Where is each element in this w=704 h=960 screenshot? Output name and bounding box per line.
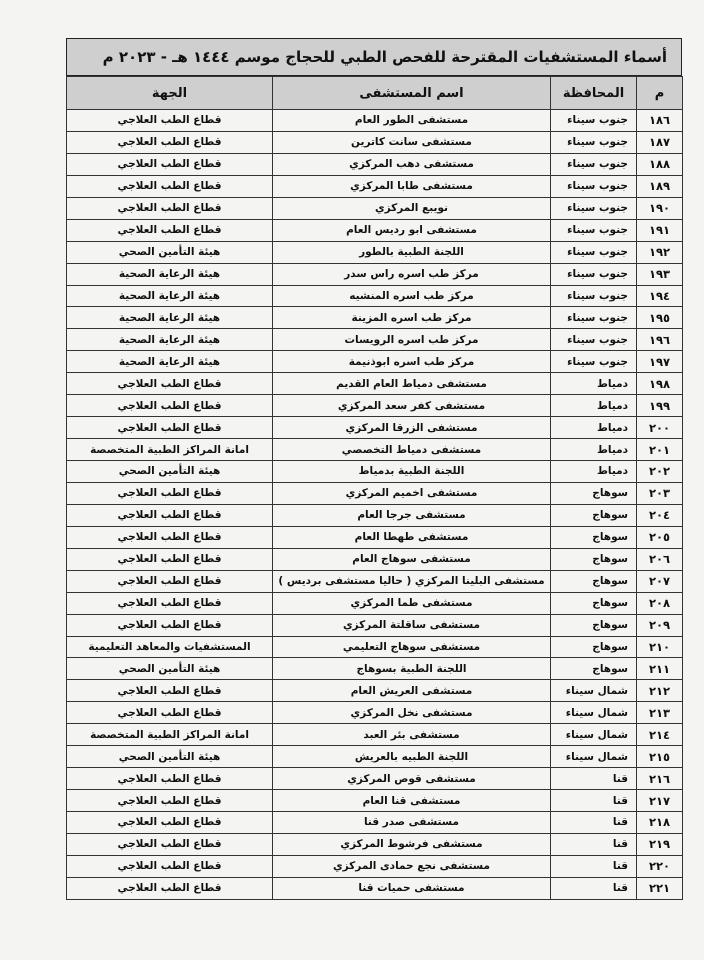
authority-cell: قطاع الطب العلاجي [67, 482, 273, 504]
table-row [67, 724, 683, 746]
authority-cell: هيئة التأمين الصحي [67, 746, 273, 768]
hospital-name-cell: مستشفى نخل المركزي [273, 702, 551, 724]
authority-cell: قطاع الطب العلاجي [67, 197, 273, 219]
authority-cell: قطاع الطب العلاجي [67, 702, 273, 724]
table-row [67, 812, 683, 834]
row-number: ١٩٦ [637, 329, 683, 351]
authority-cell: قطاع الطب العلاجي [67, 680, 273, 702]
table-row [67, 439, 683, 461]
governorate-cell: شمال سيناء [551, 680, 637, 702]
authority-cell: قطاع الطب العلاجي [67, 219, 273, 241]
header-hospital: اسم المستشفى [273, 77, 551, 110]
row-number: ٢٠٢ [637, 461, 683, 483]
governorate-cell: سوهاج [551, 570, 637, 592]
authority-cell: قطاع الطب العلاجي [67, 614, 273, 636]
governorate-cell: دمياط [551, 373, 637, 395]
governorate-cell: جنوب سيناء [551, 285, 637, 307]
table-row [67, 482, 683, 504]
table-row [67, 110, 683, 132]
governorate-cell: سوهاج [551, 658, 637, 680]
table-row [67, 768, 683, 790]
hospital-name-cell: مستشفى قوص المركزي [273, 768, 551, 790]
governorate-cell: سوهاج [551, 636, 637, 658]
table-row [67, 219, 683, 241]
governorate-cell: قنا [551, 790, 637, 812]
table-row [67, 373, 683, 395]
hospital-name-cell: مستشفى سوهاج التعليمي [273, 636, 551, 658]
table-row [67, 263, 683, 285]
table-row [67, 329, 683, 351]
hospital-name-cell: مستشفى ابو رديس العام [273, 219, 551, 241]
governorate-cell: دمياط [551, 395, 637, 417]
table-row [67, 504, 683, 526]
hospital-name-cell: مستشفى فرشوط المركزي [273, 833, 551, 855]
table-row [67, 526, 683, 548]
governorate-cell: جنوب سيناء [551, 241, 637, 263]
hospital-name-cell: نويبع المركزي [273, 197, 551, 219]
row-number: ٢٠٦ [637, 548, 683, 570]
hospital-name-cell: مستشفى صدر قنا [273, 812, 551, 834]
row-number: ١٩١ [637, 219, 683, 241]
authority-cell: قطاع الطب العلاجي [67, 548, 273, 570]
hospital-name-cell: اللجنة الطبية بسوهاج [273, 658, 551, 680]
row-number: ١٨٧ [637, 131, 683, 153]
row-number: ١٩٠ [637, 197, 683, 219]
table-row [67, 395, 683, 417]
row-number: ٢١٤ [637, 724, 683, 746]
authority-cell: قطاع الطب العلاجي [67, 395, 273, 417]
governorate-cell: قنا [551, 768, 637, 790]
hospital-name-cell: مركز طب اسره المنشيه [273, 285, 551, 307]
row-number: ١٨٨ [637, 153, 683, 175]
authority-cell: قطاع الطب العلاجي [67, 373, 273, 395]
row-number: ١٩٥ [637, 307, 683, 329]
table-row [67, 855, 683, 877]
row-number: ١٩٩ [637, 395, 683, 417]
table-row [67, 592, 683, 614]
governorate-cell: سوهاج [551, 526, 637, 548]
table-row [67, 153, 683, 175]
hospital-name-cell: مستشفى حميات قنا [273, 877, 551, 899]
table-row [67, 570, 683, 592]
authority-cell: هيئة الرعاية الصحية [67, 351, 273, 373]
hospital-name-cell: مستشفى قنا العام [273, 790, 551, 812]
hospital-name-cell: مستشفى الزرقا المركزي [273, 417, 551, 439]
row-number: ٢٠٥ [637, 526, 683, 548]
hospital-name-cell: مستشفى العريش العام [273, 680, 551, 702]
row-number: ٢٠٣ [637, 482, 683, 504]
governorate-cell: قنا [551, 855, 637, 877]
header-num: م [637, 77, 683, 110]
row-number: ٢٢٠ [637, 855, 683, 877]
table-row [67, 746, 683, 768]
row-number: ٢١٨ [637, 812, 683, 834]
hospital-name-cell: مستشفى كفر سعد المركزي [273, 395, 551, 417]
authority-cell: قطاع الطب العلاجي [67, 768, 273, 790]
authority-cell: قطاع الطب العلاجي [67, 790, 273, 812]
governorate-cell: دمياط [551, 417, 637, 439]
row-number: ١٨٦ [637, 110, 683, 132]
hospital-name-cell: مستشفى البلينا المركزي ( حاليا مستشفى برديس ) [273, 570, 551, 592]
row-number: ٢١٧ [637, 790, 683, 812]
table-row [67, 548, 683, 570]
governorate-cell: قنا [551, 812, 637, 834]
row-number: ٢١١ [637, 658, 683, 680]
row-number: ٢١٢ [637, 680, 683, 702]
authority-cell: هيئة الرعاية الصحية [67, 329, 273, 351]
table-row [67, 702, 683, 724]
governorate-cell: جنوب سيناء [551, 175, 637, 197]
governorate-cell: دمياط [551, 439, 637, 461]
table-row [67, 790, 683, 812]
governorate-cell: جنوب سيناء [551, 110, 637, 132]
table-row [67, 658, 683, 680]
table-row [67, 461, 683, 483]
table-row [67, 877, 683, 899]
governorate-cell: دمياط [551, 461, 637, 483]
hospital-name-cell: مستشفى طهطا العام [273, 526, 551, 548]
authority-cell: قطاع الطب العلاجي [67, 504, 273, 526]
governorate-cell: قنا [551, 833, 637, 855]
row-number: ٢٠٠ [637, 417, 683, 439]
row-number: ١٩٢ [637, 241, 683, 263]
table-row [67, 197, 683, 219]
hospital-name-cell: مستشفى نجع حمادى المركزي [273, 855, 551, 877]
governorate-cell: جنوب سيناء [551, 351, 637, 373]
governorate-cell: جنوب سيناء [551, 153, 637, 175]
authority-cell: قطاع الطب العلاجي [67, 110, 273, 132]
authority-cell: هيئة الرعاية الصحية [67, 285, 273, 307]
governorate-cell: شمال سيناء [551, 702, 637, 724]
table-row [67, 131, 683, 153]
authority-cell: قطاع الطب العلاجي [67, 153, 273, 175]
governorate-cell: سوهاج [551, 482, 637, 504]
hospital-name-cell: مستشفى اخميم المركزي [273, 482, 551, 504]
authority-cell: هيئة التأمين الصحي [67, 658, 273, 680]
hospital-name-cell: مستشفى دمياط التخصصي [273, 439, 551, 461]
governorate-cell: جنوب سيناء [551, 329, 637, 351]
hospital-name-cell: مستشفى الطور العام [273, 110, 551, 132]
authority-cell: قطاع الطب العلاجي [67, 131, 273, 153]
governorate-cell: سوهاج [551, 548, 637, 570]
governorate-cell: سوهاج [551, 592, 637, 614]
table-row [67, 307, 683, 329]
row-number: ١٩٧ [637, 351, 683, 373]
hospital-name-cell: مستشفى دمياط العام القديم [273, 373, 551, 395]
governorate-cell: قنا [551, 877, 637, 899]
table-header-row [67, 77, 683, 110]
authority-cell: قطاع الطب العلاجي [67, 855, 273, 877]
authority-cell: قطاع الطب العلاجي [67, 592, 273, 614]
table-row [67, 417, 683, 439]
authority-cell: قطاع الطب العلاجي [67, 175, 273, 197]
table-row [67, 351, 683, 373]
row-number: ٢١٩ [637, 833, 683, 855]
hospitals-table [66, 76, 683, 900]
row-number: ١٩٣ [637, 263, 683, 285]
table-row [67, 636, 683, 658]
authority-cell: المستشفيات والمعاهد التعليمية [67, 636, 273, 658]
table-row [67, 175, 683, 197]
hospital-name-cell: مركز طب اسره راس سدر [273, 263, 551, 285]
governorate-cell: جنوب سيناء [551, 131, 637, 153]
row-number: ٢٠٤ [637, 504, 683, 526]
table-row [67, 285, 683, 307]
hospital-name-cell: مستشفى جرجا العام [273, 504, 551, 526]
governorate-cell: جنوب سيناء [551, 197, 637, 219]
hospitals-sheet [66, 38, 682, 900]
authority-cell: امانة المراكز الطبية المتخصصة [67, 724, 273, 746]
authority-cell: قطاع الطب العلاجي [67, 877, 273, 899]
row-number: ٢١٥ [637, 746, 683, 768]
table-row [67, 680, 683, 702]
authority-cell: امانة المراكز الطبية المتخصصة [67, 439, 273, 461]
hospital-name-cell: مستشفى طما المركزي [273, 592, 551, 614]
authority-cell: قطاع الطب العلاجي [67, 833, 273, 855]
authority-cell: هيئة الرعاية الصحية [67, 263, 273, 285]
row-number: ٢١٦ [637, 768, 683, 790]
table-row [67, 241, 683, 263]
table-row [67, 833, 683, 855]
governorate-cell: شمال سيناء [551, 724, 637, 746]
governorate-cell: شمال سيناء [551, 746, 637, 768]
hospital-name-cell: مركز طب اسره الرويسات [273, 329, 551, 351]
table-row [67, 614, 683, 636]
governorate-cell: سوهاج [551, 504, 637, 526]
hospital-name-cell: اللجنة الطبية بالطور [273, 241, 551, 263]
hospital-name-cell: مستشفى طابا المركزي [273, 175, 551, 197]
governorate-cell: جنوب سيناء [551, 307, 637, 329]
hospital-name-cell: مركز طب اسره ابوذنيمة [273, 351, 551, 373]
hospital-name-cell: مستشفى بئر العبد [273, 724, 551, 746]
row-number: ٢٢١ [637, 877, 683, 899]
hospital-name-cell: اللجنة الطبية بدمياط [273, 461, 551, 483]
row-number: ٢٠١ [637, 439, 683, 461]
governorate-cell: جنوب سيناء [551, 219, 637, 241]
hospital-name-cell: مستشفى سانت كاترين [273, 131, 551, 153]
authority-cell: قطاع الطب العلاجي [67, 812, 273, 834]
governorate-cell: جنوب سيناء [551, 263, 637, 285]
row-number: ١٩٤ [637, 285, 683, 307]
header-authority: الجهة [67, 77, 273, 110]
hospital-name-cell: مركز طب اسره المزينة [273, 307, 551, 329]
authority-cell: قطاع الطب العلاجي [67, 417, 273, 439]
row-number: ١٨٩ [637, 175, 683, 197]
authority-cell: هيئة الرعاية الصحية [67, 307, 273, 329]
authority-cell: هيئة التأمين الصحي [67, 461, 273, 483]
row-number: ٢١٣ [637, 702, 683, 724]
hospital-name-cell: مستشفى ساقلتة المركزي [273, 614, 551, 636]
page-title: أسماء المستشفيات المقترحة للفحص الطبي للحجاج موسم ١٤٤٤ هـ - ٢٠٢٣ م [66, 38, 682, 76]
row-number: ٢٠٨ [637, 592, 683, 614]
header-governorate: المحافظة [551, 77, 637, 110]
hospital-name-cell: مستشفى دهب المركزي [273, 153, 551, 175]
authority-cell: هيئة التأمين الصحي [67, 241, 273, 263]
row-number: ٢١٠ [637, 636, 683, 658]
authority-cell: قطاع الطب العلاجي [67, 570, 273, 592]
hospital-name-cell: اللجنة الطبيه بالعريش [273, 746, 551, 768]
row-number: ١٩٨ [637, 373, 683, 395]
hospital-name-cell: مستشفى سوهاج العام [273, 548, 551, 570]
row-number: ٢٠٧ [637, 570, 683, 592]
authority-cell: قطاع الطب العلاجي [67, 526, 273, 548]
row-number: ٢٠٩ [637, 614, 683, 636]
governorate-cell: سوهاج [551, 614, 637, 636]
